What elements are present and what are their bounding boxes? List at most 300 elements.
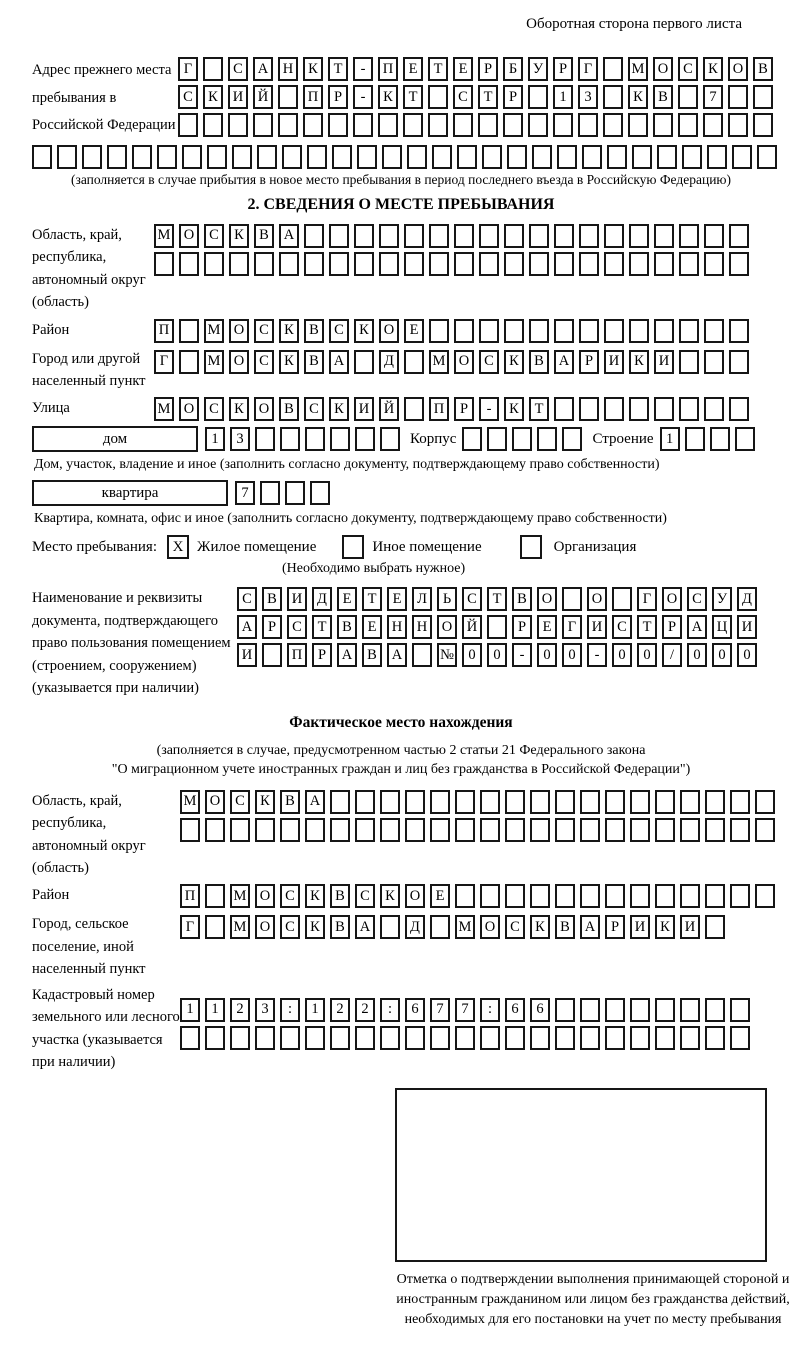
char-box[interactable] <box>307 145 327 169</box>
char-box[interactable] <box>405 1026 425 1050</box>
char-box[interactable] <box>705 790 725 814</box>
char-box[interactable] <box>328 113 348 137</box>
char-box[interactable] <box>454 252 474 276</box>
char-box[interactable]: К <box>504 397 524 421</box>
char-box[interactable]: С <box>329 319 349 343</box>
char-box[interactable]: А <box>305 790 325 814</box>
char-box[interactable]: Г <box>637 587 657 611</box>
char-box[interactable] <box>679 319 699 343</box>
char-box[interactable] <box>380 818 400 842</box>
char-box[interactable]: 0 <box>737 643 757 667</box>
char-box[interactable]: Н <box>278 57 298 81</box>
char-box[interactable]: О <box>454 350 474 374</box>
char-box[interactable]: И <box>680 915 700 939</box>
char-box[interactable]: П <box>303 85 323 109</box>
char-box[interactable]: И <box>587 615 607 639</box>
char-box[interactable] <box>655 998 675 1022</box>
char-box[interactable] <box>504 319 524 343</box>
char-box[interactable] <box>228 113 248 137</box>
char-box[interactable] <box>655 818 675 842</box>
char-box[interactable] <box>354 350 374 374</box>
char-box[interactable] <box>705 998 725 1022</box>
char-box[interactable]: С <box>678 57 698 81</box>
char-box[interactable]: Е <box>362 615 382 639</box>
char-box[interactable] <box>403 113 423 137</box>
char-box[interactable] <box>430 1026 450 1050</box>
char-box[interactable] <box>330 1026 350 1050</box>
char-box[interactable]: С <box>254 319 274 343</box>
char-box[interactable]: 6 <box>505 998 525 1022</box>
char-box[interactable]: С <box>479 350 499 374</box>
char-box[interactable]: К <box>305 884 325 908</box>
char-box[interactable]: Р <box>512 615 532 639</box>
char-box[interactable] <box>280 818 300 842</box>
char-box[interactable] <box>655 884 675 908</box>
char-box[interactable]: В <box>330 884 350 908</box>
char-box[interactable]: 7 <box>703 85 723 109</box>
checkbox-inoe[interactable] <box>342 535 364 559</box>
char-box[interactable] <box>729 397 749 421</box>
char-box[interactable] <box>555 884 575 908</box>
char-box[interactable] <box>680 998 700 1022</box>
char-box[interactable]: Г <box>154 350 174 374</box>
char-box[interactable]: : <box>480 998 500 1022</box>
char-box[interactable] <box>605 790 625 814</box>
char-box[interactable]: № <box>437 643 457 667</box>
char-box[interactable]: Р <box>579 350 599 374</box>
char-box[interactable]: П <box>287 643 307 667</box>
char-box[interactable]: Д <box>312 587 332 611</box>
char-box[interactable] <box>380 1026 400 1050</box>
char-box[interactable]: М <box>154 397 174 421</box>
char-box[interactable] <box>603 85 623 109</box>
char-box[interactable]: К <box>628 85 648 109</box>
char-box[interactable] <box>504 224 524 248</box>
char-box[interactable] <box>529 224 549 248</box>
char-box[interactable]: А <box>279 224 299 248</box>
char-box[interactable]: А <box>329 350 349 374</box>
char-box[interactable]: В <box>753 57 773 81</box>
char-box[interactable] <box>279 252 299 276</box>
char-box[interactable]: А <box>355 915 375 939</box>
char-box[interactable] <box>503 113 523 137</box>
char-box[interactable] <box>705 884 725 908</box>
char-box[interactable]: Т <box>328 57 348 81</box>
char-box[interactable] <box>230 818 250 842</box>
char-box[interactable] <box>529 319 549 343</box>
char-box[interactable] <box>330 427 350 451</box>
char-box[interactable]: Д <box>405 915 425 939</box>
char-box[interactable]: Г <box>562 615 582 639</box>
char-box[interactable] <box>505 884 525 908</box>
char-box[interactable]: 1 <box>660 427 680 451</box>
char-box[interactable] <box>607 145 627 169</box>
char-box[interactable] <box>730 884 750 908</box>
char-box[interactable]: С <box>254 350 274 374</box>
char-box[interactable]: 0 <box>687 643 707 667</box>
char-box[interactable]: А <box>580 915 600 939</box>
char-box[interactable] <box>355 427 375 451</box>
char-box[interactable] <box>304 224 324 248</box>
char-box[interactable] <box>710 427 730 451</box>
char-box[interactable] <box>487 427 507 451</box>
char-box[interactable] <box>380 790 400 814</box>
char-box[interactable] <box>378 113 398 137</box>
char-box[interactable]: Р <box>478 57 498 81</box>
char-box[interactable] <box>554 252 574 276</box>
char-box[interactable] <box>679 397 699 421</box>
char-box[interactable]: А <box>554 350 574 374</box>
char-box[interactable]: В <box>512 587 532 611</box>
char-box[interactable] <box>704 397 724 421</box>
char-box[interactable]: 3 <box>255 998 275 1022</box>
char-box[interactable] <box>182 145 202 169</box>
char-box[interactable]: И <box>630 915 650 939</box>
char-box[interactable]: И <box>604 350 624 374</box>
char-box[interactable] <box>630 1026 650 1050</box>
char-box[interactable]: К <box>203 85 223 109</box>
char-box[interactable] <box>203 113 223 137</box>
char-box[interactable]: 7 <box>430 998 450 1022</box>
char-box[interactable]: К <box>380 884 400 908</box>
char-box[interactable] <box>705 915 725 939</box>
char-box[interactable] <box>753 113 773 137</box>
char-box[interactable] <box>332 145 352 169</box>
char-box[interactable] <box>479 252 499 276</box>
char-box[interactable] <box>380 427 400 451</box>
char-box[interactable] <box>555 1026 575 1050</box>
char-box[interactable] <box>579 319 599 343</box>
char-box[interactable] <box>57 145 77 169</box>
char-box[interactable] <box>455 818 475 842</box>
char-box[interactable] <box>529 252 549 276</box>
char-box[interactable]: О <box>205 790 225 814</box>
char-box[interactable]: Т <box>312 615 332 639</box>
char-box[interactable] <box>730 1026 750 1050</box>
char-box[interactable] <box>557 145 577 169</box>
char-box[interactable]: И <box>237 643 257 667</box>
char-box[interactable] <box>405 790 425 814</box>
char-box[interactable]: 6 <box>405 998 425 1022</box>
char-box[interactable] <box>205 818 225 842</box>
char-box[interactable] <box>232 145 252 169</box>
char-box[interactable] <box>580 1026 600 1050</box>
char-box[interactable]: С <box>204 397 224 421</box>
char-box[interactable]: К <box>354 319 374 343</box>
char-box[interactable]: - <box>587 643 607 667</box>
char-box[interactable]: У <box>528 57 548 81</box>
char-box[interactable]: О <box>179 397 199 421</box>
char-box[interactable] <box>579 397 599 421</box>
char-box[interactable]: / <box>662 643 682 667</box>
char-box[interactable] <box>430 790 450 814</box>
char-box[interactable] <box>278 85 298 109</box>
char-box[interactable]: К <box>629 350 649 374</box>
char-box[interactable] <box>254 252 274 276</box>
char-box[interactable] <box>329 252 349 276</box>
char-box[interactable] <box>728 85 748 109</box>
char-box[interactable]: Т <box>478 85 498 109</box>
char-box[interactable]: П <box>180 884 200 908</box>
char-box[interactable] <box>255 818 275 842</box>
char-box[interactable] <box>655 1026 675 1050</box>
char-box[interactable]: О <box>728 57 748 81</box>
char-box[interactable] <box>430 915 450 939</box>
char-box[interactable]: С <box>612 615 632 639</box>
char-box[interactable]: : <box>380 998 400 1022</box>
char-box[interactable]: А <box>237 615 257 639</box>
char-box[interactable] <box>379 224 399 248</box>
char-box[interactable]: О <box>229 319 249 343</box>
char-box[interactable] <box>428 113 448 137</box>
char-box[interactable] <box>532 145 552 169</box>
char-box[interactable] <box>404 350 424 374</box>
char-box[interactable]: О <box>254 397 274 421</box>
char-box[interactable]: С <box>237 587 257 611</box>
char-box[interactable]: О <box>587 587 607 611</box>
char-box[interactable] <box>482 145 502 169</box>
char-box[interactable] <box>432 145 452 169</box>
char-box[interactable]: К <box>378 85 398 109</box>
char-box[interactable] <box>612 587 632 611</box>
char-box[interactable]: О <box>662 587 682 611</box>
char-box[interactable] <box>355 1026 375 1050</box>
char-box[interactable]: У <box>712 587 732 611</box>
char-box[interactable] <box>285 481 305 505</box>
char-box[interactable] <box>157 145 177 169</box>
char-box[interactable]: Т <box>529 397 549 421</box>
char-box[interactable]: - <box>479 397 499 421</box>
char-box[interactable] <box>32 145 52 169</box>
char-box[interactable] <box>553 113 573 137</box>
char-box[interactable]: В <box>555 915 575 939</box>
char-box[interactable] <box>630 818 650 842</box>
char-box[interactable] <box>704 252 724 276</box>
char-box[interactable] <box>280 1026 300 1050</box>
char-box[interactable]: 2 <box>355 998 375 1022</box>
char-box[interactable]: С <box>287 615 307 639</box>
char-box[interactable] <box>732 145 752 169</box>
char-box[interactable] <box>530 818 550 842</box>
char-box[interactable] <box>253 113 273 137</box>
char-box[interactable] <box>629 224 649 248</box>
char-box[interactable]: К <box>703 57 723 81</box>
char-box[interactable]: М <box>628 57 648 81</box>
char-box[interactable] <box>704 350 724 374</box>
char-box[interactable] <box>629 319 649 343</box>
char-box[interactable] <box>605 998 625 1022</box>
char-box[interactable] <box>505 790 525 814</box>
char-box[interactable] <box>528 85 548 109</box>
char-box[interactable]: Р <box>454 397 474 421</box>
char-box[interactable]: В <box>262 587 282 611</box>
char-box[interactable] <box>735 427 755 451</box>
char-box[interactable] <box>453 113 473 137</box>
char-box[interactable]: 0 <box>637 643 657 667</box>
char-box[interactable] <box>353 113 373 137</box>
char-box[interactable]: 1 <box>180 998 200 1022</box>
char-box[interactable] <box>205 884 225 908</box>
char-box[interactable] <box>679 350 699 374</box>
char-box[interactable]: К <box>229 224 249 248</box>
char-box[interactable]: Р <box>312 643 332 667</box>
char-box[interactable] <box>604 252 624 276</box>
char-box[interactable] <box>755 790 775 814</box>
char-box[interactable] <box>404 252 424 276</box>
char-box[interactable] <box>654 224 674 248</box>
char-box[interactable]: Р <box>662 615 682 639</box>
char-box[interactable]: 3 <box>230 427 250 451</box>
char-box[interactable] <box>678 85 698 109</box>
char-box[interactable]: В <box>304 319 324 343</box>
char-box[interactable]: П <box>429 397 449 421</box>
char-box[interactable] <box>330 790 350 814</box>
char-box[interactable] <box>204 252 224 276</box>
char-box[interactable]: Г <box>578 57 598 81</box>
char-box[interactable] <box>407 145 427 169</box>
char-box[interactable]: А <box>337 643 357 667</box>
char-box[interactable] <box>354 224 374 248</box>
char-box[interactable]: 6 <box>530 998 550 1022</box>
char-box[interactable]: С <box>355 884 375 908</box>
char-box[interactable] <box>604 224 624 248</box>
char-box[interactable] <box>755 884 775 908</box>
char-box[interactable] <box>487 615 507 639</box>
char-box[interactable]: В <box>254 224 274 248</box>
char-box[interactable] <box>704 224 724 248</box>
char-box[interactable]: К <box>279 319 299 343</box>
char-box[interactable] <box>512 427 532 451</box>
char-box[interactable]: И <box>287 587 307 611</box>
char-box[interactable] <box>562 587 582 611</box>
char-box[interactable] <box>654 252 674 276</box>
char-box[interactable] <box>305 427 325 451</box>
char-box[interactable] <box>480 1026 500 1050</box>
char-box[interactable] <box>480 818 500 842</box>
char-box[interactable] <box>257 145 277 169</box>
char-box[interactable] <box>632 145 652 169</box>
char-box[interactable]: К <box>255 790 275 814</box>
char-box[interactable]: О <box>255 884 275 908</box>
char-box[interactable]: С <box>230 790 250 814</box>
char-box[interactable]: И <box>354 397 374 421</box>
char-box[interactable] <box>428 85 448 109</box>
char-box[interactable] <box>260 481 280 505</box>
char-box[interactable]: Ц <box>712 615 732 639</box>
char-box[interactable] <box>429 319 449 343</box>
char-box[interactable]: 0 <box>487 643 507 667</box>
char-box[interactable]: М <box>204 319 224 343</box>
char-box[interactable]: Р <box>605 915 625 939</box>
char-box[interactable]: 1 <box>205 998 225 1022</box>
char-box[interactable] <box>505 818 525 842</box>
char-box[interactable]: П <box>154 319 174 343</box>
char-box[interactable] <box>680 818 700 842</box>
char-box[interactable] <box>678 113 698 137</box>
char-box[interactable] <box>462 427 482 451</box>
char-box[interactable] <box>603 113 623 137</box>
char-box[interactable]: М <box>154 224 174 248</box>
char-box[interactable] <box>579 224 599 248</box>
kvartira-field-box[interactable]: квартира <box>32 480 228 506</box>
char-box[interactable] <box>455 1026 475 1050</box>
char-box[interactable]: О <box>179 224 199 248</box>
char-box[interactable] <box>653 113 673 137</box>
char-box[interactable]: Т <box>403 85 423 109</box>
char-box[interactable] <box>605 1026 625 1050</box>
char-box[interactable]: О <box>255 915 275 939</box>
char-box[interactable]: В <box>330 915 350 939</box>
char-box[interactable] <box>630 790 650 814</box>
char-box[interactable]: М <box>230 915 250 939</box>
char-box[interactable] <box>429 252 449 276</box>
char-box[interactable]: С <box>462 587 482 611</box>
char-box[interactable]: К <box>279 350 299 374</box>
char-box[interactable] <box>729 350 749 374</box>
char-box[interactable]: Е <box>537 615 557 639</box>
char-box[interactable]: С <box>453 85 473 109</box>
char-box[interactable]: К <box>655 915 675 939</box>
dom-field-box[interactable]: дом <box>32 426 198 452</box>
char-box[interactable] <box>578 113 598 137</box>
char-box[interactable] <box>705 818 725 842</box>
char-box[interactable] <box>229 252 249 276</box>
char-box[interactable] <box>705 1026 725 1050</box>
char-box[interactable]: Е <box>387 587 407 611</box>
char-box[interactable] <box>355 790 375 814</box>
char-box[interactable]: С <box>178 85 198 109</box>
char-box[interactable]: Л <box>412 587 432 611</box>
char-box[interactable] <box>685 427 705 451</box>
char-box[interactable] <box>355 818 375 842</box>
char-box[interactable] <box>429 224 449 248</box>
char-box[interactable]: С <box>204 224 224 248</box>
char-box[interactable] <box>278 113 298 137</box>
char-box[interactable]: 0 <box>537 643 557 667</box>
char-box[interactable] <box>682 145 702 169</box>
char-box[interactable]: В <box>653 85 673 109</box>
char-box[interactable] <box>655 790 675 814</box>
char-box[interactable]: 1 <box>553 85 573 109</box>
char-box[interactable] <box>504 252 524 276</box>
char-box[interactable] <box>203 57 223 81</box>
char-box[interactable] <box>262 643 282 667</box>
char-box[interactable] <box>604 397 624 421</box>
char-box[interactable] <box>180 818 200 842</box>
char-box[interactable]: И <box>737 615 757 639</box>
char-box[interactable] <box>703 113 723 137</box>
char-box[interactable]: Н <box>412 615 432 639</box>
char-box[interactable]: Р <box>328 85 348 109</box>
char-box[interactable] <box>630 884 650 908</box>
char-box[interactable]: А <box>253 57 273 81</box>
char-box[interactable]: О <box>229 350 249 374</box>
char-box[interactable]: Г <box>180 915 200 939</box>
char-box[interactable]: О <box>379 319 399 343</box>
char-box[interactable] <box>704 319 724 343</box>
char-box[interactable]: 0 <box>712 643 732 667</box>
char-box[interactable] <box>555 998 575 1022</box>
char-box[interactable] <box>580 790 600 814</box>
char-box[interactable] <box>605 818 625 842</box>
char-box[interactable]: Т <box>637 615 657 639</box>
char-box[interactable]: А <box>687 615 707 639</box>
char-box[interactable] <box>730 998 750 1022</box>
char-box[interactable]: А <box>387 643 407 667</box>
char-box[interactable] <box>357 145 377 169</box>
char-box[interactable] <box>205 1026 225 1050</box>
char-box[interactable] <box>730 818 750 842</box>
